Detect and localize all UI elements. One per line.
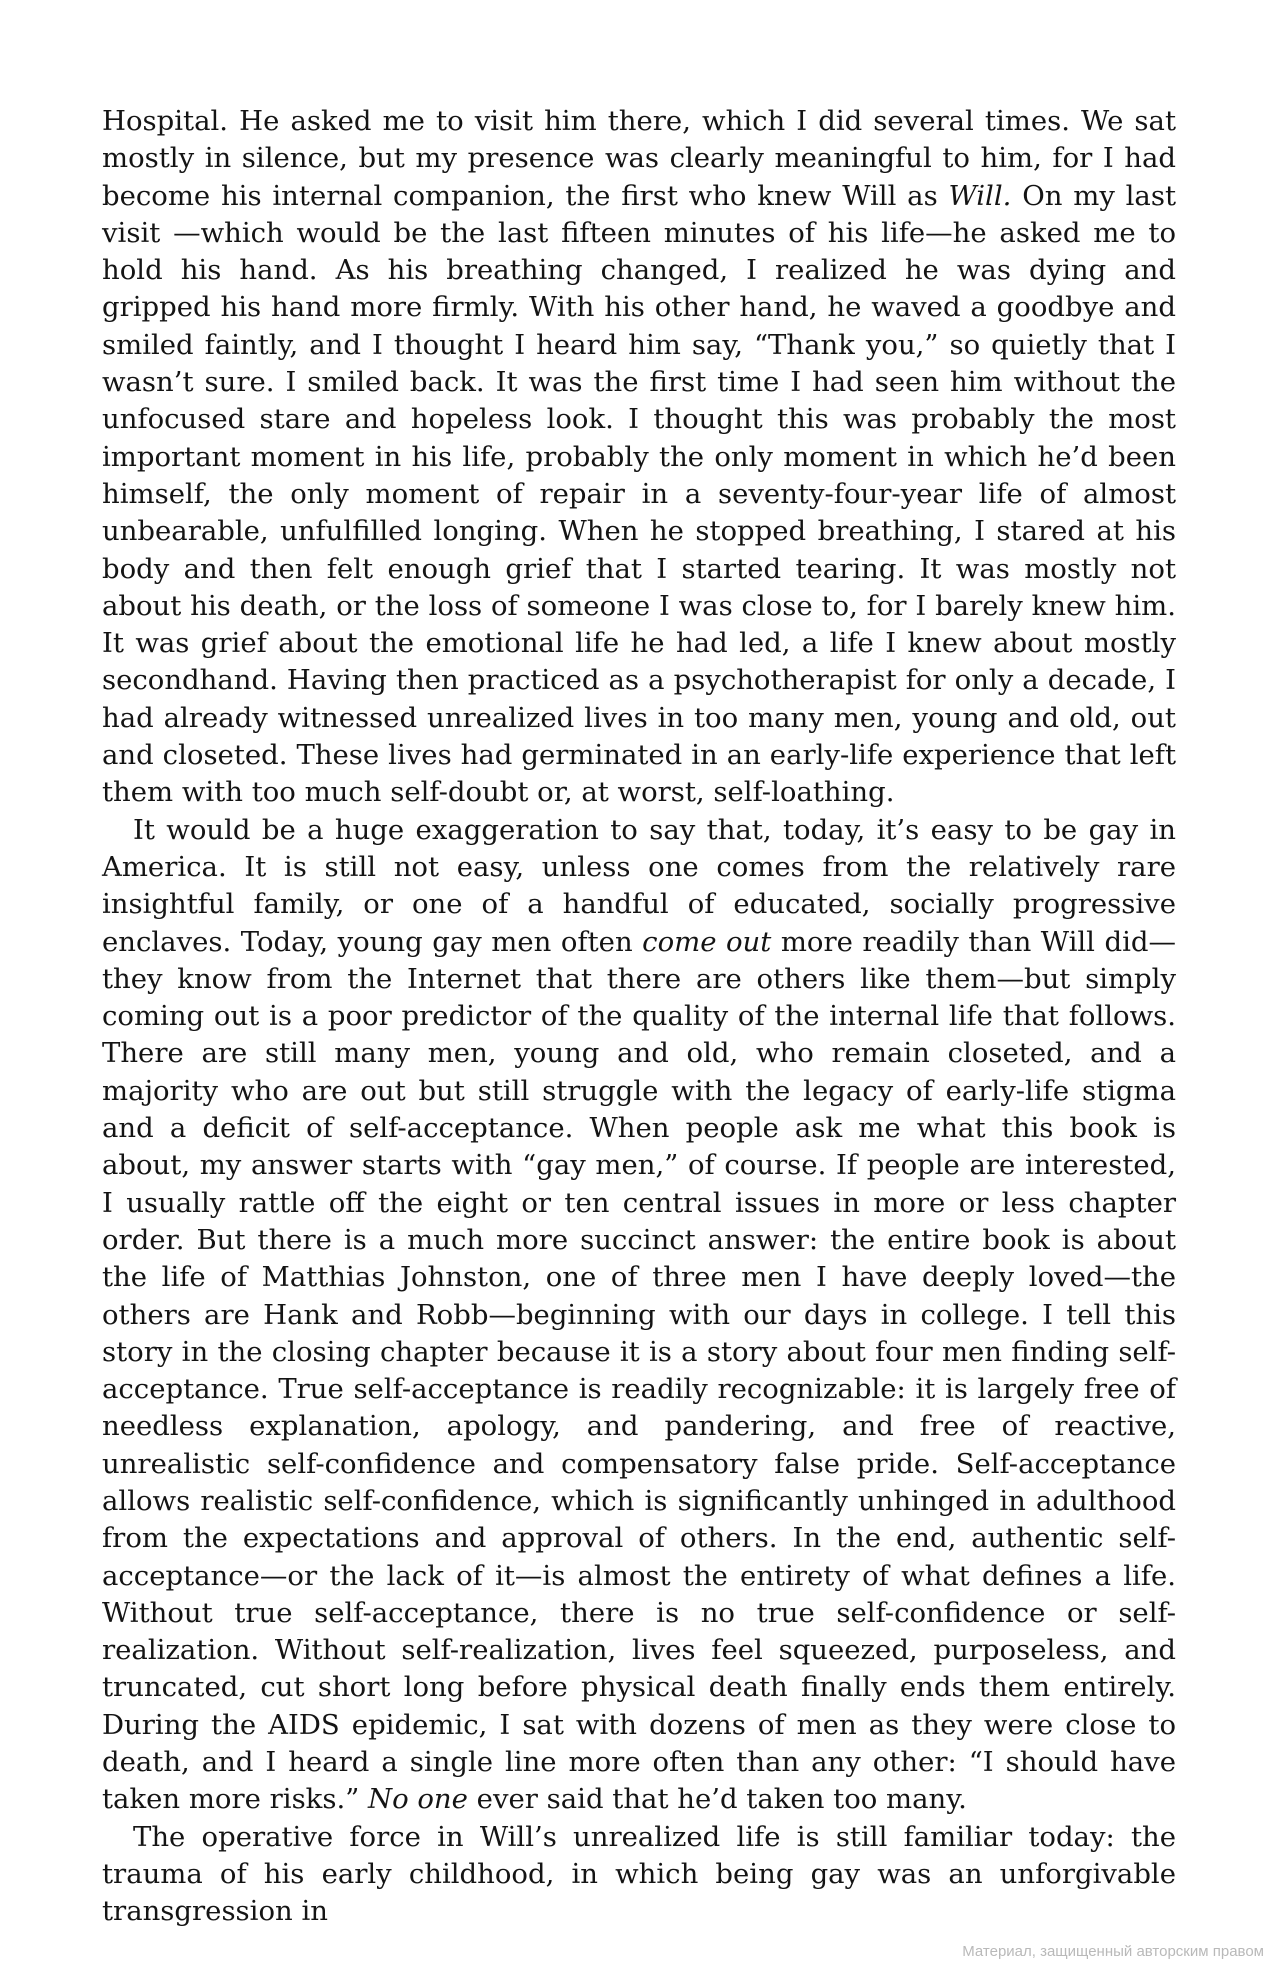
italic-run: No one [368, 1783, 468, 1816]
copyright-watermark: Материал, защищенный авторским правом [962, 1943, 1264, 1960]
text-run: Hospital. He asked me to visit him there, which I did several times. We sat mostly in silence, but my presence was clearly meaningful to him, for I had become his internal companion, the first who knew Will as [102, 105, 1176, 212]
text-run: On my last visit —which would be the last fifteen minutes of his life—he asked me to hold his hand. As his breathing changed, I realized he was dying and gripped his hand more firmly. With his other hand, he waved a goodbye and smiled faintly, and I thought I heard him say, “Thank you,” so quietly that I wasn’t sure. I smiled back. It was the first time I had seen him without the unfocused stare and hopeless look. I thought this was probably the most important moment in his life, probably the only moment in which he’d been himself, the only moment of repair in a seventy-four-year life of almost unbearable, unfulfilled longing. When he stopped breathing, I stared at his body and then felt enough grief that I started tearing. It was mostly not about his death, or the loss of someone I was close to, for I barely knew him. It was grief about the emotional life he had led, a life I knew about mostly secondhand. Having then practiced as a psychotherapist for only a decade, I had already witnessed unrealized lives in too many men, young and old, out and closeted. These lives had germinated in an early-life experience that left them with too much self-doubt or, at worst, self-loathing. [102, 179, 1176, 809]
paragraph-3 [102, 1819, 1176, 1931]
paragraph-1 [102, 103, 1176, 812]
text-run: more readily than Will did—they know from the Internet that there are others like them—but simply coming out is a poor predictor of the quality of the internal life that follows. There are still many men, young and old, who remain closeted, and a majority who are out but still struggle with the legacy of early-life stigma and a deficit of self-acceptance. When people ask me what this book is about, my answer starts with “gay men,” of course. If people are interested, I usually rattle off the eight or ten central issues in more or less chapter order. But there is a much more succinct answer: the entire book is about the life of Matthias Johnston, one of three men I have deeply loved—the others are Hank and Robb—beginning with our days in college. I tell this story in the closing chapter because it is a story about four men finding self-acceptance. True self-acceptance is readily recognizable: it is largely free of needless explanation, apology, and pandering, and free of reactive, unrealistic self-confidence and compensatory false pride. Self-acceptance allows realistic self-confidence, which is significantly unhinged in adulthood from the expectations and approval of others. In the end, authentic self-acceptance—or the lack of it—is almost the entirety of what defines a life. Without true self-acceptance, there is no true self-confidence or self-realization. Without self-realization, lives feel squeezed, purposeless, and truncated, cut short long before physical death finally ends them entirely. During the AIDS epidemic, I sat with dozens of men as they were close to death, and I heard a single line more often than any other: “I should have taken more risks.” [102, 925, 1176, 1816]
italic-run: come out [642, 925, 772, 958]
text-run: It would be a huge exaggeration to say that, today, it’s easy to be gay in America. It is still not easy, unless one comes from the relatively rare insightful family, or one of a handful of educated, socially progressive enclaves. Today, young gay men often [102, 813, 1176, 958]
text-run: The operative force in Will’s unrealized life is still familiar today: the trauma of his early childhood, in which being gay was an unforgivable transgression in [102, 1820, 1176, 1928]
paragraph-2 [102, 812, 1176, 1819]
page-body [102, 103, 1176, 1931]
italic-run: Will. [948, 179, 1012, 212]
text-run: ever said that he’d taken too many. [467, 1783, 967, 1816]
